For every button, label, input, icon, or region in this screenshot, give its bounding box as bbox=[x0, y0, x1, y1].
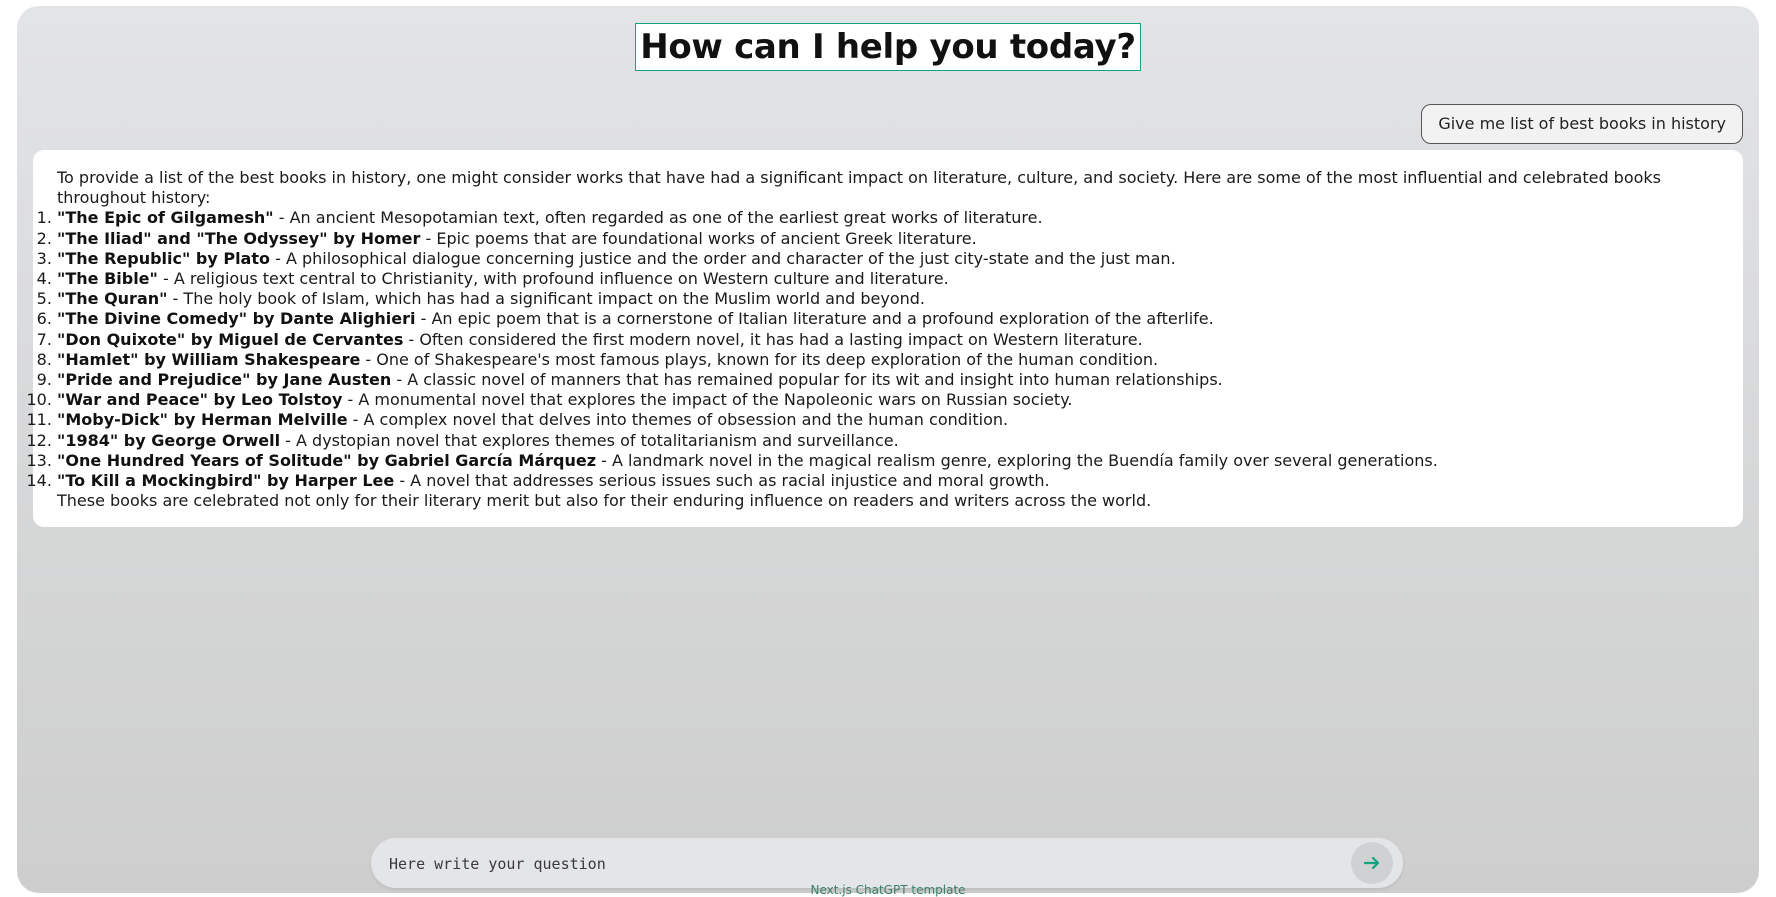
book-description: - Often considered the first modern novel, it has had a lasting impact on Western literature. bbox=[403, 329, 1143, 349]
answer-intro: To provide a list of the best books in history, one might consider works that have had a significant impact on literature, culture, and society. Here are some of the most influential and celebrated books throughout history: bbox=[57, 168, 1662, 208]
send-button[interactable] bbox=[1351, 842, 1393, 884]
book-title: "The Epic of Gilgamesh" bbox=[57, 208, 274, 228]
list-item bbox=[57, 370, 1719, 390]
book-title: "The Divine Comedy" by Dante Alighieri bbox=[57, 309, 416, 329]
list-item bbox=[57, 390, 1719, 410]
book-title: "One Hundred Years of Solitude" by Gabriel García Márquez bbox=[57, 450, 597, 470]
list-item bbox=[57, 350, 1719, 370]
footer-credit: Next.js ChatGPT template bbox=[810, 883, 966, 897]
assistant-answer bbox=[33, 150, 1743, 527]
book-description: - An ancient Mesopotamian text, often regarded as one of the earliest great works of literature. bbox=[273, 208, 1043, 228]
list-item bbox=[57, 269, 1719, 289]
book-description: - A monumental novel that explores the impact of the Napoleonic wars on Russian society. bbox=[342, 390, 1073, 410]
book-title: "The Republic" by Plato bbox=[57, 248, 270, 268]
title-container bbox=[17, 23, 1759, 71]
book-title: "1984" by George Orwell bbox=[57, 430, 281, 450]
book-title: "War and Peace" by Leo Tolstoy bbox=[57, 390, 343, 410]
book-title: "Don Quixote" by Miguel de Cervantes bbox=[57, 329, 404, 349]
list-item bbox=[57, 451, 1719, 471]
book-description: - A philosophical dialogue concerning justice and the order and character of the just city-state and the just man. bbox=[270, 248, 1176, 268]
book-title: "Pride and Prejudice" by Jane Austen bbox=[57, 370, 392, 390]
book-description: - A religious text central to Christianity, with profound influence on Western culture and literature. bbox=[157, 269, 949, 289]
list-item bbox=[57, 330, 1719, 350]
list-item bbox=[57, 229, 1719, 249]
book-title: "Moby-Dick" by Herman Melville bbox=[57, 410, 348, 430]
list-item bbox=[57, 410, 1719, 430]
list-item bbox=[57, 289, 1719, 309]
book-title: "The Quran" bbox=[57, 289, 168, 309]
arrow-right-icon bbox=[1362, 853, 1382, 873]
book-description: - Epic poems that are foundational works of ancient Greek literature. bbox=[420, 228, 977, 248]
question-input[interactable] bbox=[387, 849, 1331, 879]
chat-app bbox=[17, 6, 1759, 893]
book-description: - A complex novel that delves into themes of obsession and the human condition. bbox=[347, 410, 1009, 430]
book-description: - A classic novel of manners that has remained popular for its wit and insight into human relationships. bbox=[391, 370, 1223, 390]
book-description: - The holy book of Islam, which has had a significant impact on the Muslim world and beyond. bbox=[167, 289, 926, 309]
book-title: "Hamlet" by William Shakespeare bbox=[57, 349, 361, 369]
list-item bbox=[57, 249, 1719, 269]
answer-outro: These books are celebrated not only for their literary merit but also for their enduring influence on readers and writers across the world. bbox=[57, 491, 1152, 511]
page-title: How can I help you today? bbox=[635, 23, 1141, 71]
book-description: - A landmark novel in the magical realism genre, exploring the Buendía family over several generations. bbox=[596, 450, 1438, 470]
list-item bbox=[57, 309, 1719, 329]
question-input-bar bbox=[371, 838, 1403, 888]
book-description: - An epic poem that is a cornerstone of Italian literature and a profound exploration of the afterlife. bbox=[415, 309, 1214, 329]
book-description: - A dystopian novel that explores themes of totalitarianism and surveillance. bbox=[280, 430, 899, 450]
list-item bbox=[57, 431, 1719, 451]
book-title: "To Kill a Mockingbird" by Harper Lee bbox=[57, 471, 395, 491]
book-description: - A novel that addresses serious issues such as racial injustice and moral growth. bbox=[394, 471, 1050, 491]
book-title: "The Bible" bbox=[57, 269, 158, 289]
list-item bbox=[57, 208, 1719, 228]
list-item bbox=[57, 471, 1719, 491]
books-list bbox=[57, 208, 1719, 491]
book-description: - One of Shakespeare's most famous plays, known for its deep exploration of the human condition. bbox=[360, 349, 1159, 369]
book-title: "The Iliad" and "The Odyssey" by Homer bbox=[57, 228, 421, 248]
user-message-bubble: Give me list of best books in history bbox=[1421, 104, 1743, 144]
